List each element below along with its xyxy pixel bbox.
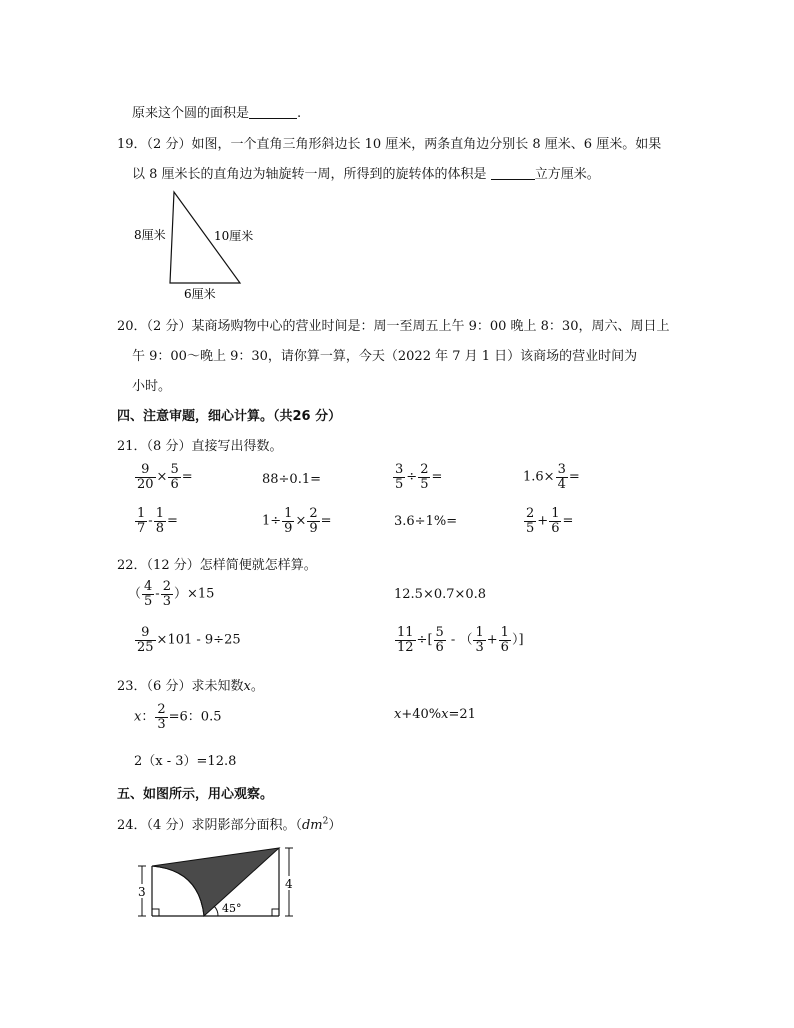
q20-text3: 小时。 (132, 379, 172, 394)
fraction: $\frac{1}{9}$ (284, 506, 293, 536)
fraction: $\frac{1}{6}$ (551, 506, 560, 536)
q20-line1 (117, 315, 669, 334)
q21-expr-b2: 1÷ $\frac{1}{9}$ × $\frac{2}{9}$ = (262, 506, 332, 536)
q24-score: （4 分） (146, 818, 192, 833)
q20-line2 (132, 345, 637, 364)
label-3: 3 (138, 885, 146, 899)
right-angle-right (272, 909, 279, 916)
q19-line1 (117, 133, 661, 152)
fraction: $\frac{9}{25}$ (137, 625, 154, 655)
q19-triangle-figure (130, 188, 260, 306)
q21-expr-c2: 3.6÷1%= (394, 514, 458, 529)
fraction: $\frac{9}{20}$ (137, 462, 154, 492)
q20-text: 某商场购物中心的营业时间是：周一至周五上午 9：00 晚上 8：30，周六、周日上 (191, 319, 670, 334)
answer-blank (491, 179, 535, 180)
q23-score: （6 分） (146, 679, 192, 694)
q21-score: （8 分） (146, 439, 192, 454)
q24-unit: dm (301, 818, 323, 833)
q22-expr-2: 12.5×0.7×0.8 (394, 587, 487, 602)
q22-expr-3: $\frac{9}{25}$ ×101 - 9÷25 (137, 625, 241, 655)
q24-text: 求阴影部分面积。（ (191, 818, 302, 833)
q21-expr-d1: 1.6× $\frac{3}{4}$ = (523, 462, 580, 492)
q23-text: 求未知数 (191, 679, 244, 694)
fraction: $\frac{1}{8}$ (155, 506, 164, 536)
q19-text: 如图，一个直角三角形斜边长 10 厘米，两条直角边分别长 8 厘米、6 厘米。如果 (191, 137, 662, 152)
q24-number: 24． (117, 818, 147, 833)
q18-end: . (297, 106, 302, 121)
q24-shaded-figure (134, 840, 304, 926)
fraction: $\frac{2}{3}$ (162, 579, 171, 609)
q23-expr-3: 2（x - 3）=12.8 (134, 754, 237, 769)
fraction: $\frac{11}{12}$ (397, 625, 414, 655)
q22-expr-1: （ $\frac{4}{5}$ - $\frac{2}{3}$ ）×15 (128, 579, 215, 609)
shaded-region (152, 848, 279, 916)
q21-expr-d2: $\frac{2}{5}$ + $\frac{1}{6}$ = (526, 506, 574, 536)
q22-heading (117, 554, 317, 573)
q19-line2 (132, 163, 600, 182)
q21-expr-c1: $\frac{3}{5}$ ÷ $\frac{2}{5}$ = (395, 462, 443, 492)
label-10cm: 10厘米 (214, 229, 254, 243)
fraction: $\frac{5}{6}$ (170, 462, 179, 492)
label-6cm: 6厘米 (184, 287, 216, 301)
q21-expr-a2: $\frac{1}{7}$ - $\frac{1}{8}$ = (137, 506, 178, 536)
q22-score: （12 分） (146, 558, 200, 573)
q22-expr-4: $\frac{11}{12}$ ÷[ $\frac{5}{6}$ - （ $\frac{1}{3}$ + $\frac{1}{6}$ ）] (397, 625, 524, 655)
q20-number: 20． (117, 319, 147, 334)
label-8cm: 8厘米 (134, 228, 166, 242)
q18-text: 原来这个圆的面积是 (132, 106, 250, 121)
q22-number: 22． (117, 558, 147, 573)
fraction: $\frac{2}{5}$ (420, 462, 429, 492)
q22-text: 怎样简便就怎样算。 (199, 558, 317, 573)
fraction: $\frac{2}{5}$ (526, 506, 535, 536)
fraction: $\frac{1}{3}$ (475, 625, 484, 655)
right-angle-left (152, 909, 159, 916)
q21-expr-b1: 88÷0.1= (262, 472, 322, 487)
q19-number: 19． (117, 137, 147, 152)
q24-heading: 24．（4 分）求阴影部分面积。$(dm^2)$ (117, 816, 342, 833)
fraction: $\frac{1}{7}$ (137, 506, 146, 536)
fraction: $\frac{5}{6}$ (435, 625, 444, 655)
q23-variable: x (243, 679, 251, 694)
q19-unit: 立方厘米。 (534, 167, 600, 182)
q23-expr-2: x+40%x=21 (394, 707, 476, 722)
q19-score: （2 分） (146, 137, 192, 152)
section-4-heading: 四、注意审题，细心计算。（共26 分） (117, 409, 342, 424)
q21-number: 21． (117, 439, 147, 454)
angle-arc (214, 906, 218, 916)
q20-score: （2 分） (146, 319, 192, 334)
q23-number: 23． (117, 679, 147, 694)
fraction: $\frac{2}{3}$ (157, 702, 166, 732)
q23-expr-1: x： $\frac{2}{3}$ =6：0.5 (134, 702, 222, 732)
fraction: $\frac{2}{9}$ (309, 506, 318, 536)
label-45-degrees: 45° (222, 902, 242, 915)
q20-text2: 午 9：00～晚上 9：30，请你算一算，今天（2022 年 7 月 1 日）该商场的营业时间为 (132, 349, 638, 364)
q23-heading: 23．（6 分）求未知数x。 (117, 679, 264, 694)
answer-blank (249, 118, 297, 119)
section-5-heading: 五、如图所示，用心观察。 (117, 787, 274, 802)
fraction: $\frac{1}{6}$ (500, 625, 509, 655)
q20-line3 (132, 375, 171, 394)
q21-text: 直接写出得数。 (191, 439, 283, 454)
q19-text2: 以 8 厘米长的直角边为轴旋转一周，所得到的旋转体的体积是 (132, 167, 487, 182)
fraction: $\frac{3}{4}$ (557, 462, 566, 492)
fraction: $\frac{4}{5}$ (144, 579, 153, 609)
q21-heading (117, 435, 282, 454)
q21-expr-a1: $\frac{9}{20}$ × $\frac{5}{6}$ = (137, 462, 193, 492)
q18-tail (132, 102, 301, 121)
fraction: $\frac{3}{5}$ (395, 462, 404, 492)
label-4: 4 (285, 877, 293, 891)
q24-unit-exponent: 2 (322, 816, 329, 827)
